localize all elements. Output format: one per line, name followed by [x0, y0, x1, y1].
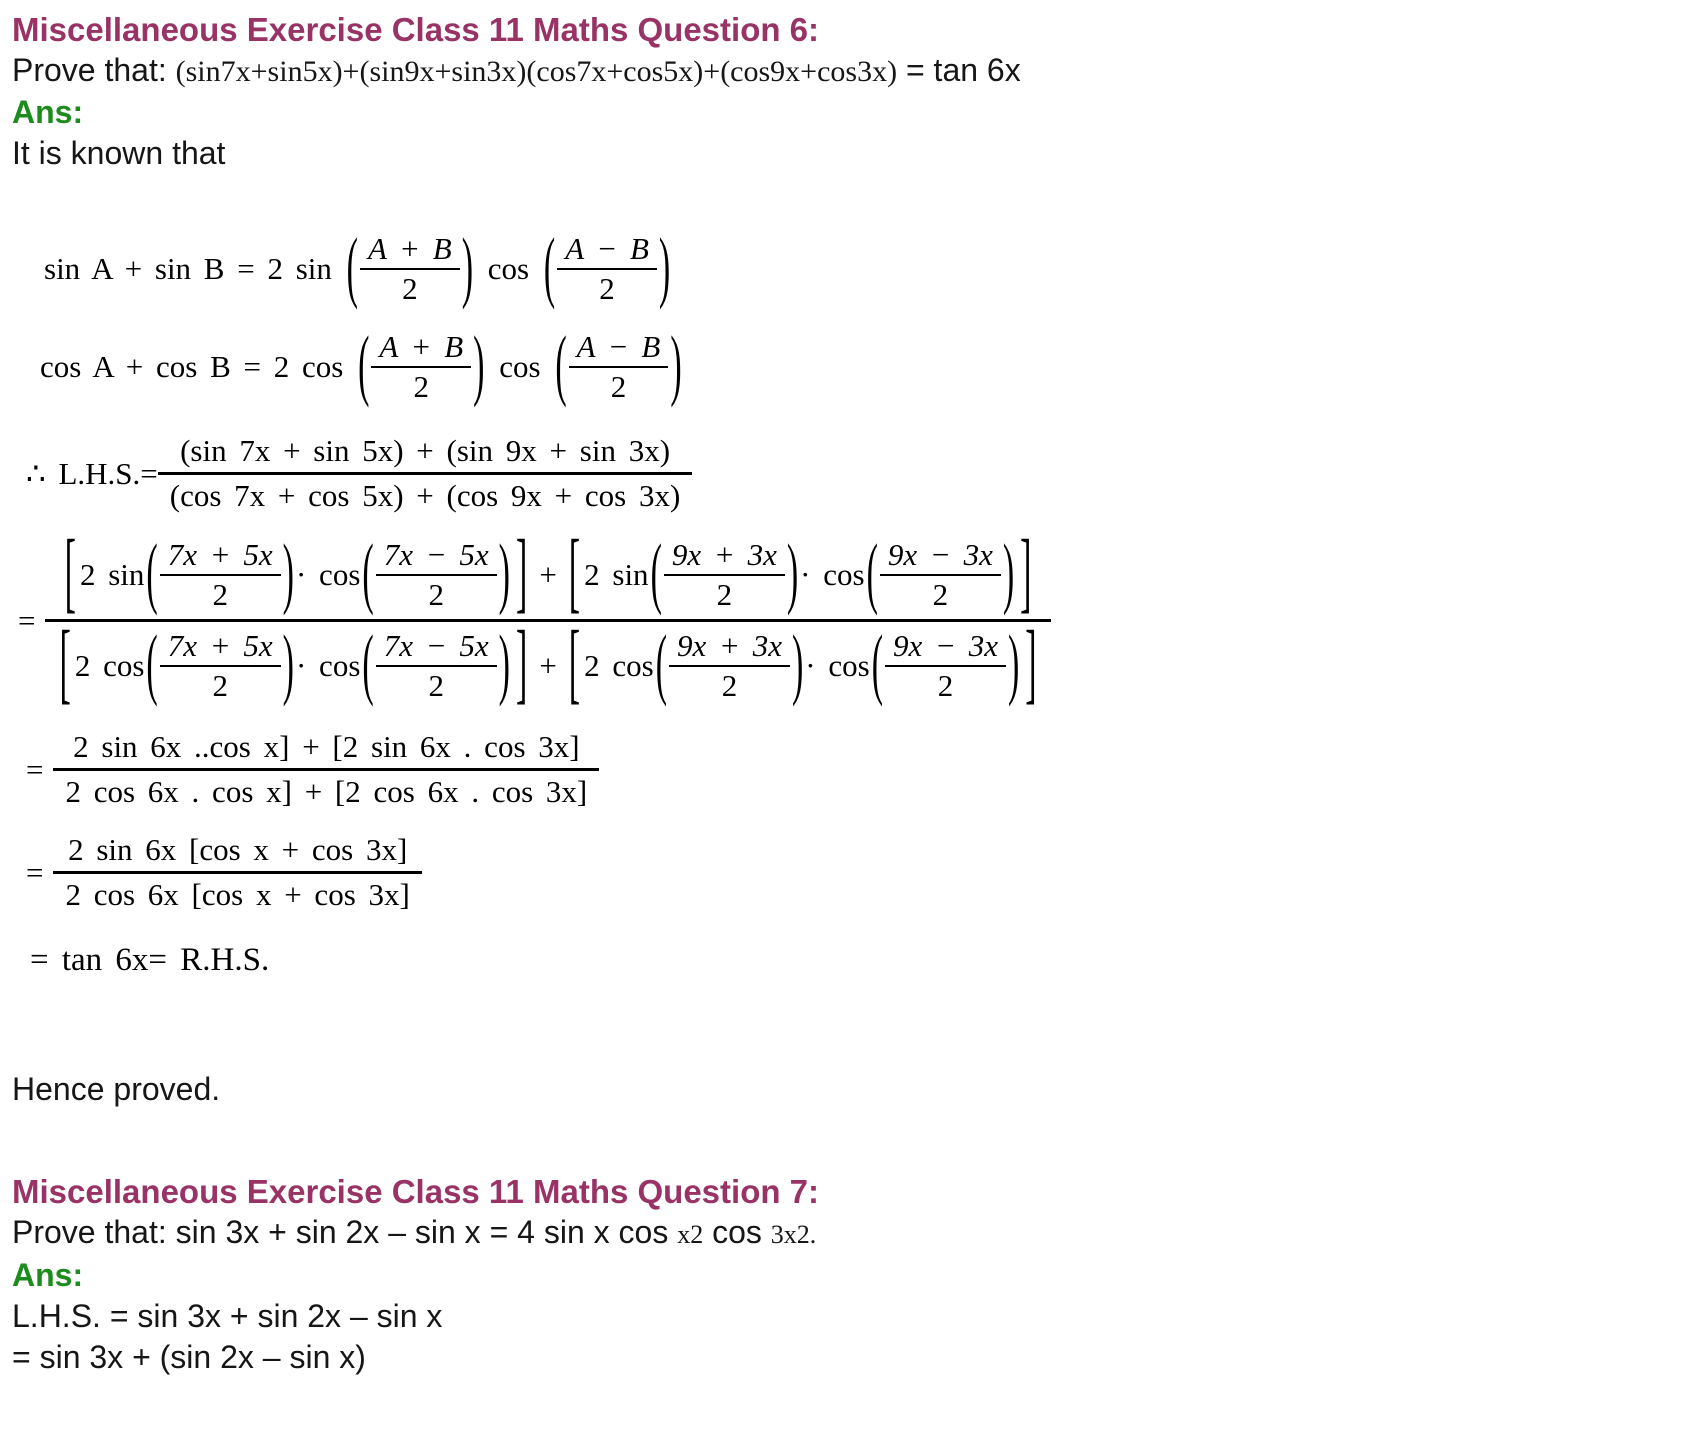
- hence-proved-text: Hence proved.: [12, 1071, 221, 1107]
- q7-lhs-line: L.H.S. = sin 3x + sin 2x – sin x: [12, 1298, 443, 1334]
- q7-prove-prefix: Prove that: sin 3x + sin 2x – sin x = 4 sin x cos: [12, 1214, 678, 1250]
- fraction-numerator: 7x − 5x: [383, 628, 489, 663]
- close-paren: ): [473, 322, 485, 410]
- therefore-symbol: ∴: [26, 455, 46, 491]
- open-paren: (: [543, 224, 556, 312]
- fraction: [160, 627, 281, 705]
- fraction-denominator: 2: [932, 577, 949, 612]
- lhs-row: [26, 430, 1680, 517]
- conclusion-line: [30, 942, 1680, 979]
- open-bracket: [: [59, 615, 71, 714]
- term-coefficient: 2 sin: [79, 557, 145, 592]
- open-paren: (: [655, 621, 668, 709]
- fraction-denominator: 2: [428, 577, 444, 612]
- fraction-numerator: 2 sin 6x [cos x + cos 3x]: [68, 832, 408, 867]
- term-coefficient: 2 sin: [584, 557, 649, 592]
- close-paren: ): [498, 621, 510, 709]
- q7-prove-line: [12, 1212, 1680, 1255]
- simplify-fraction: [53, 726, 599, 813]
- open-paren: (: [362, 530, 374, 618]
- fraction: [569, 328, 669, 406]
- q7-ans-label: Ans:: [12, 1257, 84, 1293]
- q6-prove-suffix: = tan 6x: [897, 52, 1021, 88]
- q7-fraction-3x2: 3x2: [770, 1220, 810, 1249]
- q7-fraction-x2: x2: [677, 1220, 704, 1249]
- close-paren: ): [786, 530, 799, 618]
- expand-fraction: [45, 524, 1050, 714]
- close-paren: ): [670, 322, 682, 410]
- fraction-numerator: 9x + 3x: [677, 628, 782, 663]
- q6-heading: Miscellaneous Exercise Class 11 Maths Question 6:: [12, 11, 820, 48]
- fraction-numerator: 7x + 5x: [167, 537, 273, 572]
- simplify-step-2-row: [26, 829, 1680, 916]
- q6-prove-prefix: Prove that:: [12, 52, 176, 88]
- term-operator: · cos: [800, 557, 865, 592]
- fraction: [557, 230, 657, 308]
- product-term: [565, 615, 1041, 714]
- close-bracket: ]: [515, 524, 528, 623]
- close-paren: ): [282, 530, 294, 618]
- open-paren: (: [146, 530, 158, 618]
- fraction-numerator: [51, 524, 1046, 623]
- close-paren: ): [1007, 621, 1020, 709]
- fraction-numerator: 7x − 5x: [383, 537, 489, 572]
- fraction-denominator: 2: [716, 577, 733, 612]
- open-bracket: [: [568, 615, 581, 714]
- fraction: [160, 536, 281, 614]
- open-paren: (: [650, 530, 662, 618]
- open-paren: (: [146, 621, 158, 709]
- fraction-denominator: 2: [212, 668, 228, 703]
- fraction-numerator: A − B: [576, 329, 661, 364]
- q7-prove-mid: cos: [703, 1214, 771, 1250]
- product-term: [55, 615, 531, 714]
- close-bracket: ]: [1025, 615, 1037, 714]
- identity-sin-lead: sin A + sin B = 2 sin: [44, 251, 345, 286]
- identity-sin-row: [44, 220, 1680, 318]
- equals-sign: =: [26, 751, 44, 787]
- fraction-numerator: A + B: [379, 329, 464, 364]
- close-paren: ): [658, 224, 671, 312]
- fraction-denominator: 2: [721, 668, 738, 703]
- close-paren: ): [498, 530, 510, 618]
- plus-sign: +: [539, 648, 557, 683]
- q7-prove-period: .: [809, 1220, 817, 1249]
- term-coefficient: 2 cos: [74, 648, 145, 683]
- fraction-numerator: 7x + 5x: [167, 628, 273, 663]
- open-paren: (: [866, 530, 878, 618]
- lhs-fraction: [158, 430, 693, 517]
- fraction-denominator: 2 cos 6x [cos x + cos 3x]: [65, 877, 410, 912]
- fraction-numerator: 9x + 3x: [671, 537, 777, 572]
- q6-prove-expression: (sin7x+sin5x)+(sin9x+sin3x)(cos7x+cos5x)+(cos9x+cos3x): [175, 55, 898, 88]
- close-paren: ): [791, 621, 804, 709]
- open-paren: (: [346, 224, 358, 312]
- fraction-numerator: 9x − 3x: [887, 537, 993, 572]
- fraction-denominator: 2: [610, 369, 627, 404]
- product-term: [61, 524, 532, 623]
- open-bracket: [: [64, 524, 76, 623]
- fraction-denominator: [45, 615, 1050, 714]
- close-bracket: ]: [515, 615, 528, 714]
- math-derivation-block: [12, 220, 1680, 979]
- fraction-denominator: 2 cos 6x . cos x] + [2 cos 6x . cos 3x]: [65, 774, 588, 809]
- q6-prove-line: [12, 50, 1680, 92]
- fraction-denominator: 2: [402, 271, 418, 306]
- simplify-step-1-row: [26, 726, 1680, 813]
- fraction-denominator: 2: [212, 577, 228, 612]
- open-paren: (: [358, 322, 370, 410]
- fraction-denominator: 2: [413, 369, 430, 404]
- equals-sign: =: [18, 602, 36, 638]
- fraction: [371, 328, 471, 406]
- fraction-numerator: A + B: [367, 231, 452, 266]
- fraction-denominator: 2: [599, 271, 615, 306]
- close-paren: ): [461, 224, 474, 312]
- plus-sign: +: [539, 557, 557, 592]
- fraction: [664, 536, 785, 614]
- close-paren: ): [282, 621, 294, 709]
- close-bracket: ]: [1020, 524, 1032, 623]
- q7-step-line: = sin 3x + (sin 2x – sin x): [12, 1339, 366, 1375]
- close-paren: ): [1002, 530, 1015, 618]
- fraction-denominator: 2: [937, 668, 954, 703]
- open-paren: (: [871, 621, 884, 709]
- fraction: [880, 536, 1001, 614]
- lhs-label: L.H.S.=: [45, 455, 158, 491]
- expand-step-row: [18, 524, 1680, 714]
- identity-cos-lead: cos A + cos B = 2 cos: [40, 349, 357, 384]
- identity-sin-cos: cos: [475, 251, 542, 286]
- term-operator: · cos: [295, 557, 361, 592]
- simplify-fraction: [53, 829, 421, 916]
- equals-sign: =: [26, 854, 44, 890]
- fraction-denominator: 2: [428, 668, 444, 703]
- fraction-numerator: 2 sin 6x ..cos x] + [2 sin 6x . cos 3x]: [73, 729, 580, 764]
- open-paren: (: [362, 621, 374, 709]
- conclusion-text: = tan 6x= R.H.S.: [30, 942, 270, 978]
- fraction: [885, 627, 1006, 705]
- fraction-numerator: A − B: [565, 231, 649, 266]
- term-operator: · cos: [295, 648, 361, 683]
- fraction-numerator: 9x − 3x: [893, 628, 998, 663]
- fraction-numerator: (sin 7x + sin 5x) + (sin 9x + sin 3x): [180, 433, 671, 468]
- fraction: [376, 627, 497, 705]
- product-term: [565, 524, 1036, 623]
- term-coefficient: 2 cos: [584, 648, 654, 683]
- identity-cos-row: [40, 318, 1680, 416]
- fraction: [360, 230, 460, 308]
- fraction: [376, 536, 497, 614]
- q6-known-text: It is known that: [12, 135, 226, 171]
- fraction-denominator: (cos 7x + cos 5x) + (cos 9x + cos 3x): [169, 478, 681, 513]
- q6-ans-label: Ans:: [12, 94, 84, 130]
- identity-cos-cos: cos: [486, 349, 554, 384]
- term-operator: · cos: [805, 648, 870, 683]
- q7-heading: Miscellaneous Exercise Class 11 Maths Question 7:: [12, 1173, 820, 1210]
- open-bracket: [: [568, 524, 581, 623]
- fraction: [669, 627, 790, 705]
- open-paren: (: [555, 322, 567, 410]
